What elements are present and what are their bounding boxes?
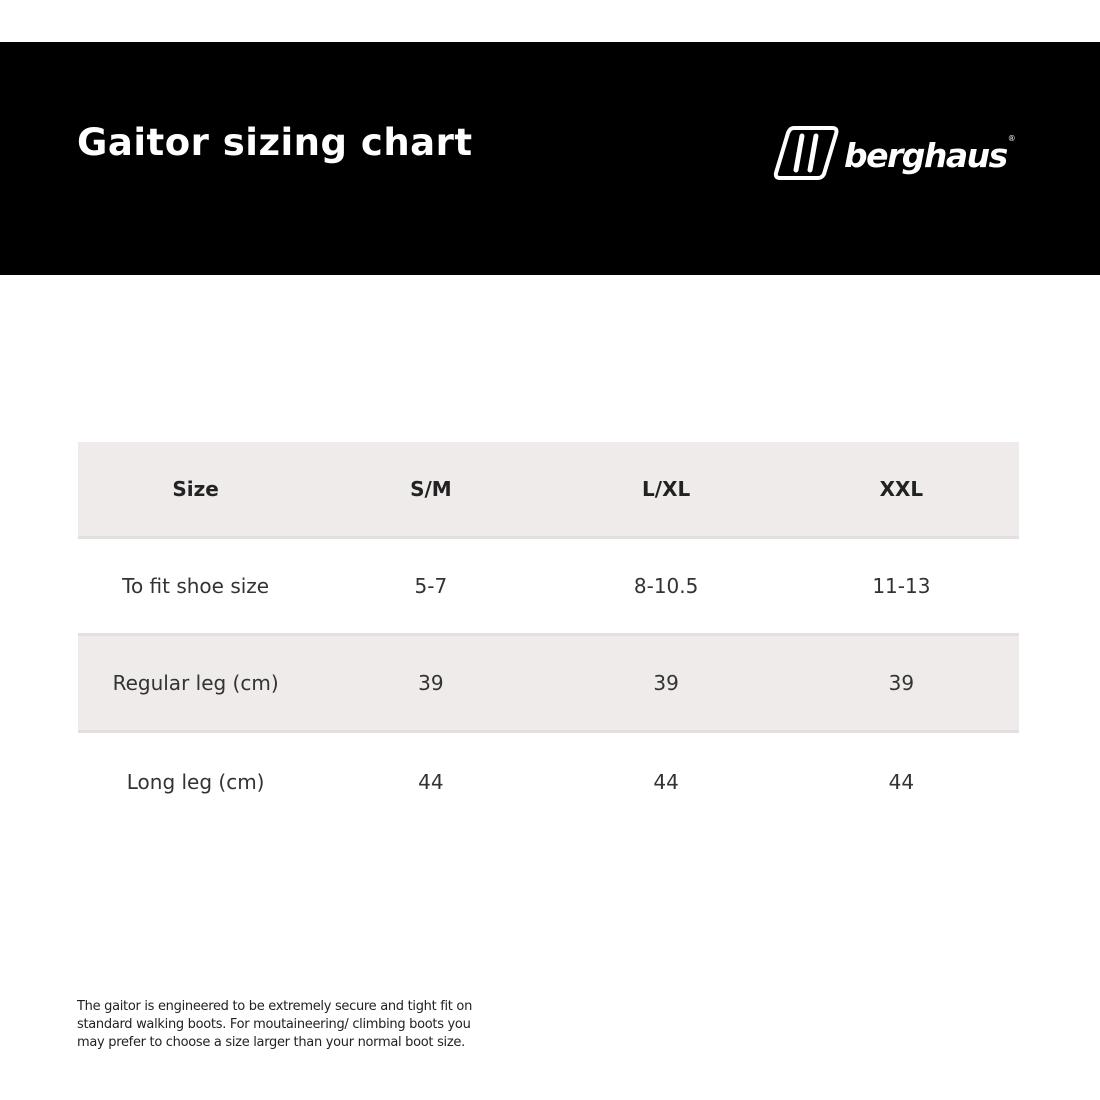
table-cell: 44 [418,769,444,794]
brand-logo [772,124,1016,180]
header-banner [0,42,1100,275]
column-header: S/M [410,477,452,501]
table-cell: 44 [888,769,915,794]
footnote-line: may prefer to choose a size larger than your normal boot size. [77,1035,465,1050]
table-cell: 8-10.5 [633,574,699,598]
table-cell: 11-13 [872,574,931,598]
table-cell: 44 [653,769,679,794]
footnote-line: standard walking boots. For moutaineering/ climbing boots you [77,1017,471,1032]
column-header: L/XL [642,477,691,501]
brand-name: berghaus [844,135,1007,175]
table-cell: 5-7 [414,574,448,598]
registered-mark: ® [1007,134,1016,143]
table-header-row [78,442,1019,539]
table-cell: 39 [653,671,679,695]
column-header: Size [172,477,219,501]
table-row [78,636,1019,733]
footnote [77,998,547,1052]
row-label: Regular leg (cm) [112,671,279,695]
berghaus-mountain-logo-icon [772,124,842,180]
table-row [78,733,1019,830]
page-title: Gaitor sizing chart [77,121,473,164]
column-header: XXL [879,477,924,501]
row-label: Long leg (cm) [126,769,265,794]
table-cell: 39 [418,671,444,695]
footnote-line: The gaitor is engineered to be extremely secure and tight fit on [77,999,473,1014]
size-table [78,442,1019,830]
row-label: To fit shoe size [122,574,270,598]
table-cell: 39 [888,671,915,695]
table-row [78,539,1019,636]
